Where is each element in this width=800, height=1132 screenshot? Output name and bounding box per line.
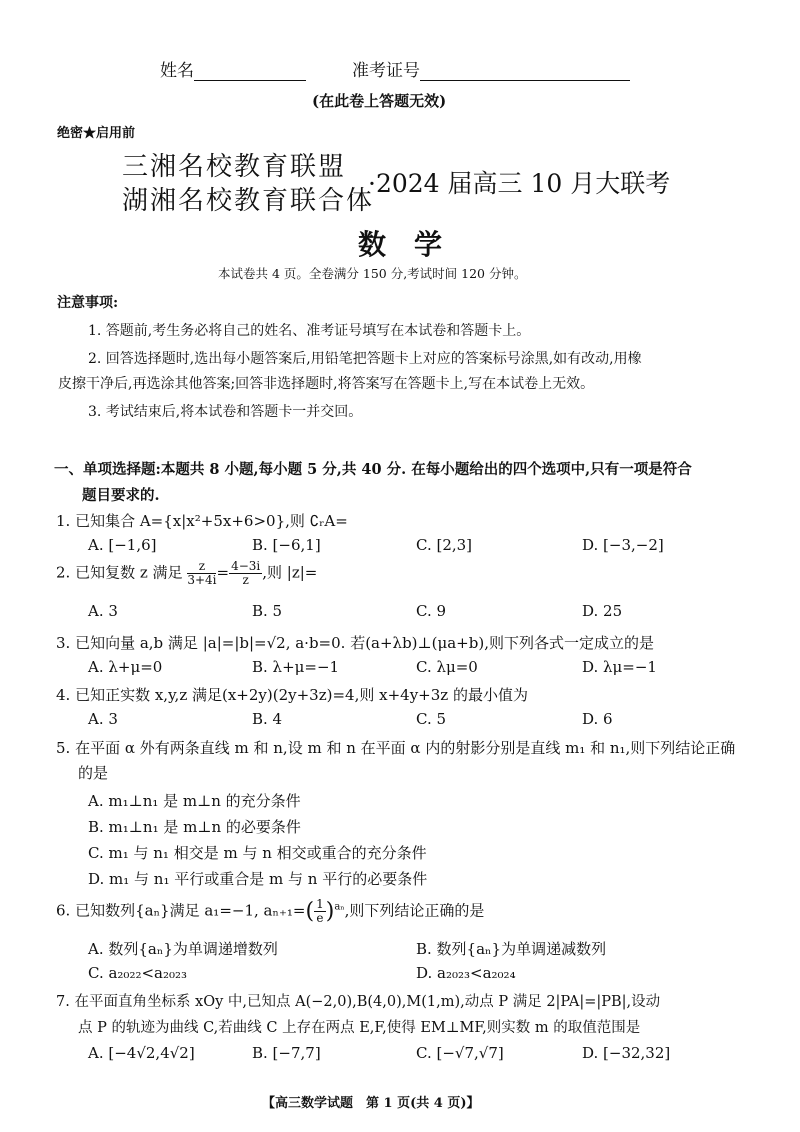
q5-option-d: D. m₁ 与 n₁ 平行或重合是 m 与 n 平行的必要条件 (88, 870, 428, 888)
q2-eq: = (216, 563, 230, 582)
q2-post: ,则 |z|= (262, 563, 318, 582)
q1-option-c: C. [2,3] (416, 536, 473, 554)
note-item: 1. 答题前,考生务必将自己的姓名、准考证号填写在本试卷和答题卡上。 (88, 323, 531, 339)
name-label: 姓名 (160, 61, 194, 81)
question-4-stem: 4. 已知正实数 x,y,z 满足(x+2y)(2y+3z)=4,则 x+4y+3z 的最小值为 (56, 686, 528, 704)
org-name-2: 湖湘名校教育联合体 (122, 186, 375, 216)
q6-option-b: B. 数列{aₙ}为单调递减数列 (416, 940, 607, 958)
q3-option-d: D. λμ=−1 (582, 658, 657, 676)
q6-f-den: e (316, 911, 324, 925)
question-3-stem: 3. 已知向量 a,b 满足 |a|=|b|=√2, a·b=0. 若(a+λb)⊥(μa+b),则下列各式一定成立的是 (56, 634, 654, 652)
invalid-note: (在此卷上答题无效) (312, 92, 447, 110)
q2-fraction-2 (229, 560, 262, 587)
question-5-stem-cont: 的是 (78, 764, 109, 782)
secret-label: 绝密★启用前 (57, 126, 136, 141)
id-label: 准考证号 (352, 61, 420, 81)
q6-option-c: C. a₂₀₂₂<a₂₀₂₃ (88, 964, 188, 982)
id-blank (420, 62, 630, 81)
subject-title: 数 学 (358, 228, 443, 261)
q6-option-a: A. 数列{aₙ}为单调递增数列 (88, 940, 278, 958)
q2-option-a: A. 3 (88, 602, 118, 620)
q6-option-d: D. a₂₀₂₃<a₂₀₂₄ (416, 964, 516, 982)
section-heading: 一、单项选择题:本题共 8 小题,每小题 5 分,共 40 分. 在每小题给出的四个选项中,只有一项是符合 (54, 461, 692, 478)
section-heading-cont: 题目要求的. (82, 487, 160, 504)
q6-exponent: aₙ (334, 901, 345, 913)
question-2-stem (56, 560, 317, 587)
note-item: 2. 回答选择题时,选出每小题答案后,用铅笔把答题卡上对应的答案标号涂黑,如有改动,用橡 (88, 351, 642, 367)
q6-post: ,则下列结论正确的是 (344, 901, 485, 920)
q4-option-d: D. 6 (582, 710, 613, 728)
exam-title: ·2024 届高三 10 月大联考 (368, 169, 671, 198)
q5-option-a: A. m₁⊥n₁ 是 m⊥n 的充分条件 (88, 792, 301, 810)
q5-option-c: C. m₁ 与 n₁ 相交是 m 与 n 相交或重合的充分条件 (88, 844, 427, 862)
q6-fraction (314, 898, 326, 925)
q2-fraction-1 (187, 560, 216, 587)
q4-option-b: B. 4 (252, 710, 283, 728)
q7-option-b: B. [−7,7] (252, 1044, 321, 1062)
name-blank (194, 62, 306, 81)
org-name-1: 三湘名校教育联盟 (122, 152, 347, 182)
q6-f-num: 1 (316, 897, 324, 911)
q3-option-c: C. λμ=0 (416, 658, 478, 676)
note-item: 皮擦干净后,再选涂其他答案;回答非选择题时,将答案写在答题卡上,写在本试卷上无效。 (58, 376, 595, 392)
q1-option-b: B. [−6,1] (252, 536, 321, 554)
q2-f1-num: z (187, 560, 216, 574)
question-6-stem: 6. 已知数列{aₙ}满足 a₁=−1, aₙ₊₁=( $\frac{1}{e}$ )$^{a_n}$,则下列结论正确的是 (56, 897, 485, 925)
exam-info: 本试卷共 4 页。全卷满分 150 分,考试时间 120 分钟。 (218, 266, 527, 281)
q7-option-a: A. [−4√2,4√2] (88, 1044, 195, 1062)
question-7-stem: 7. 在平面直角坐标系 xOy 中,已知点 A(−2,0),B(4,0),M(1,m),动点 P 满足 2|PA|=|PB|,设动 (56, 994, 661, 1010)
q7-option-c: C. [−√7,√7] (416, 1044, 504, 1062)
q2-option-c: C. 9 (416, 602, 447, 620)
page-footer: 【高三数学试题 第 1 页(共 4 页)】 (262, 1096, 480, 1111)
note-item: 3. 考试结束后,将本试卷和答题卡一并交回。 (88, 404, 363, 420)
id-field (352, 56, 630, 81)
notes-heading: 注意事项: (57, 295, 119, 311)
q3-option-b: B. λ+μ=−1 (252, 658, 340, 676)
q4-option-c: C. 5 (416, 710, 447, 728)
q2-f2-den: z (242, 573, 249, 587)
question-7-stem-cont: 点 P 的轨迹为曲线 C,若曲线 C 上存在两点 E,F,使得 EM⊥MF,则实数 m 的取值范围是 (78, 1020, 641, 1036)
q1-option-a: A. [−1,6] (88, 536, 157, 554)
question-1-stem: 1. 已知集合 A={x|x²+5x+6>0},则 ∁ᵣA= (56, 512, 348, 530)
q7-option-d: D. [−32,32] (582, 1044, 671, 1062)
q6-pre: 6. 已知数列{aₙ}满足 a₁=−1, aₙ₊₁= (56, 901, 306, 920)
question-5-stem: 5. 在平面 α 外有两条直线 m 和 n,设 m 和 n 在平面 α 内的射影分别是直线 m₁ 和 n₁,则下列结论正确 (56, 739, 736, 757)
q2-option-b: B. 5 (252, 602, 283, 620)
q2-pre: 2. 已知复数 z 满足 (56, 563, 183, 582)
q5-option-b: B. m₁⊥n₁ 是 m⊥n 的必要条件 (88, 818, 301, 836)
q2-f1-den: 3+4i (187, 573, 217, 587)
q1-option-d: D. [−3,−2] (582, 536, 664, 554)
name-field (160, 56, 306, 81)
q2-f2-num: 4−3i (231, 559, 261, 573)
q2-option-d: D. 25 (582, 602, 623, 620)
q4-option-a: A. 3 (88, 710, 118, 728)
q3-option-a: A. λ+μ=0 (88, 658, 163, 676)
